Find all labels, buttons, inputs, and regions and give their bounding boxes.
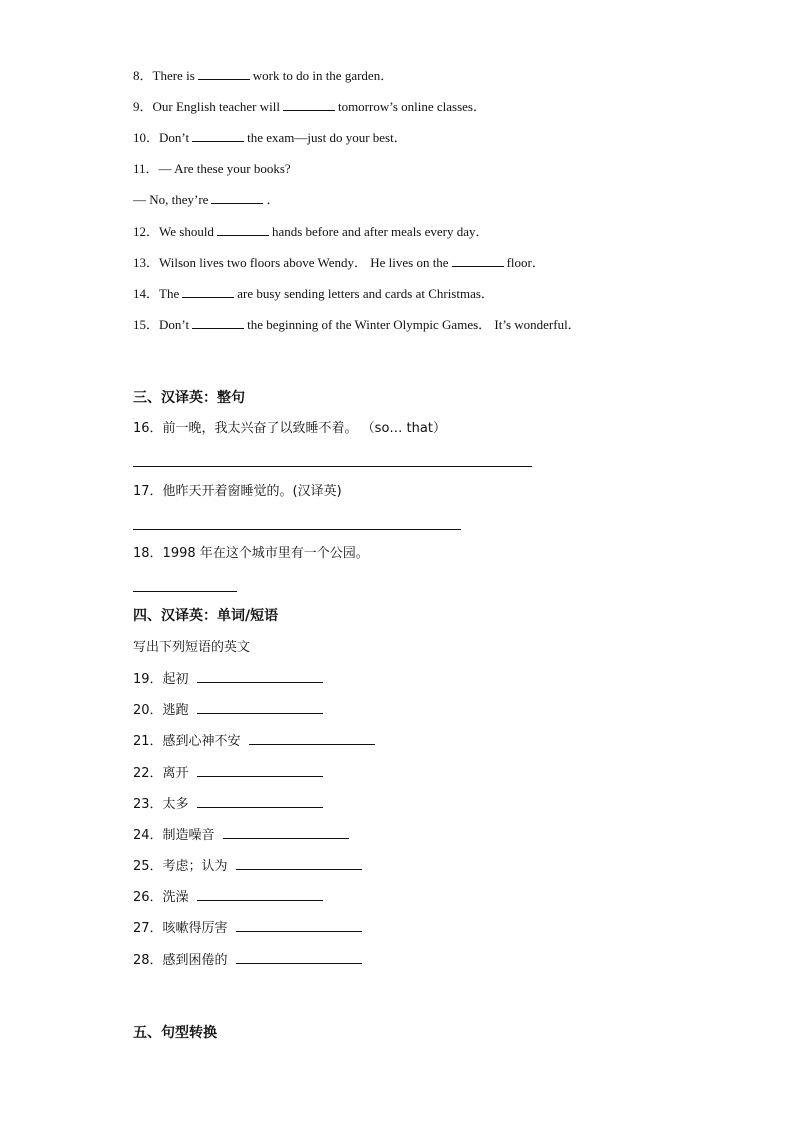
question-text-after: are busy sending letters and cards at Christmas． [237,286,494,301]
question-9 [133,98,486,116]
question-number: 21． [133,734,163,749]
question-11-reply [133,191,279,209]
question-text: 1998 年在这个城市里有一个公园。 [162,546,369,561]
vocab-item-24 [133,826,349,845]
question-number: 19． [133,672,163,687]
answer-blank[interactable] [211,191,263,204]
question-16 [133,420,446,438]
answer-line-17[interactable] [133,529,461,530]
answer-blank[interactable] [197,764,323,777]
vocab-item-26 [133,888,323,907]
vocab-item-25 [133,857,362,876]
question-text-before: — No, they’re [133,192,209,207]
question-number: 26． [133,890,163,905]
answer-blank[interactable] [283,98,335,111]
answer-blank[interactable] [452,254,504,267]
question-text-before: Don’t [159,317,190,332]
question-text-after: hands before and after meals every day． [271,224,489,239]
vocab-item-21 [133,732,375,751]
vocab-item-22 [133,764,323,783]
question-text-before: Wilson lives two floors above Wendy． He lives on the [159,255,449,270]
question-14 [133,285,494,303]
answer-blank[interactable] [192,316,244,329]
question-number: 20． [133,703,163,718]
vocab-prompt: 制造噪音 [162,828,215,843]
question-text-after: ． [266,192,280,207]
question-text: 前一晚，我太兴奋了以致睡不着。 （so… that） [162,421,446,436]
question-text-after: the beginning of the Winter Olympic Games． It’s wonderful． [247,317,581,332]
vocab-item-23 [133,795,323,814]
question-text-after: the exam—just do your best． [247,130,407,145]
vocab-prompt: 感到心神不安 [162,734,241,749]
vocab-prompt: 起初 [162,672,189,687]
vocab-prompt: 感到困倦的 [162,953,228,968]
answer-blank[interactable] [236,919,362,932]
question-number: 16． [133,421,163,436]
question-number: 14． [133,286,160,301]
vocab-item-27 [133,919,362,938]
answer-blank[interactable] [236,857,362,870]
section-5-title: 五、句型转换 [133,1025,217,1041]
question-text-before: Our English teacher will [152,99,280,114]
question-text-before: There is [152,68,195,83]
answer-blank[interactable] [197,701,323,714]
question-text: 他昨天开着窗睡觉的。(汉译英) [162,484,342,499]
question-text-after: work to do in the garden． [252,68,394,83]
question-10 [133,129,407,147]
question-number: 15． [133,317,160,332]
vocab-item-19 [133,670,323,689]
vocab-prompt: 太多 [162,797,189,812]
answer-blank[interactable] [182,285,234,298]
answer-blank[interactable] [197,888,323,901]
question-number: 25． [133,859,163,874]
answer-blank[interactable] [249,732,375,745]
question-number: 11． [133,161,159,176]
answer-blank[interactable] [217,223,269,236]
answer-blank[interactable] [197,795,323,808]
question-18 [133,545,369,563]
question-number: 22． [133,766,163,781]
vocab-prompt: 洗澡 [162,890,189,905]
question-number: 13． [133,255,160,270]
answer-blank[interactable] [197,670,323,683]
section-3-title: 三、汉译英：整句 [133,390,245,406]
question-text-after: tomorrow’s online classes． [337,99,486,114]
question-text-after: floor． [506,255,545,270]
answer-line-18[interactable] [133,591,237,592]
question-15 [133,316,581,334]
answer-blank[interactable] [236,951,362,964]
section-4-instruction: 写出下列短语的英文 [133,640,251,655]
question-number: 8． [133,68,153,83]
answer-blank[interactable] [198,67,250,80]
question-12 [133,223,489,241]
question-number: 28． [133,953,163,968]
vocab-prompt: 逃跑 [162,703,189,718]
question-number: 18． [133,546,163,561]
question-text-before: We should [159,224,214,239]
question-17 [133,483,342,501]
answer-blank[interactable] [192,129,244,142]
answer-line-16[interactable] [133,466,532,467]
vocab-item-20 [133,701,323,720]
answer-blank[interactable] [223,826,349,839]
question-number: 10． [133,130,160,145]
vocab-prompt: 咳嗽得厉害 [162,921,228,936]
question-8 [133,67,393,85]
section-4-title: 四、汉译英：单词/短语 [133,608,279,624]
vocab-item-28 [133,951,362,970]
question-text-before: Don’t [159,130,190,145]
question-number: 12． [133,224,160,239]
vocab-prompt: 考虑；认为 [162,859,228,874]
question-text-before: The [159,286,180,301]
question-13 [133,254,545,272]
question-11 [133,160,291,178]
question-number: 17． [133,484,163,499]
question-number: 23． [133,797,163,812]
question-number: 9． [133,99,153,114]
question-text: — Are these your books? [158,161,291,176]
question-number: 24． [133,828,163,843]
vocab-prompt: 离开 [162,766,189,781]
question-number: 27． [133,921,163,936]
